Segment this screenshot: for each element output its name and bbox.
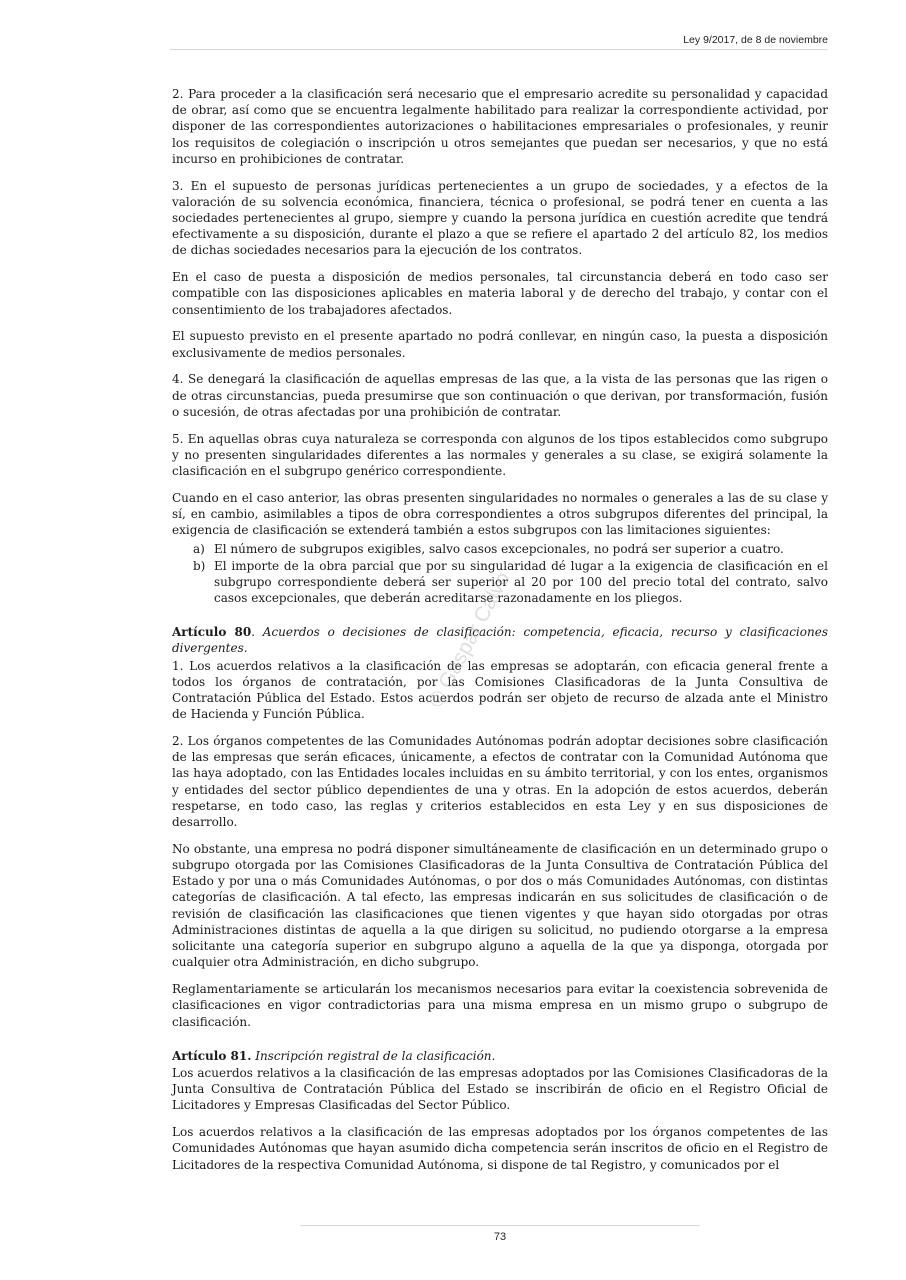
paragraph: Los acuerdos relativos a la clasificación de las empresas adoptados por las Comisiones Clasificadoras de la Junta Consultiva de Contratación Pública del Estado se inscribirán de oficio en el Registro Oficial de Licitadores y Empresas Clasificadas del Sector Público. [172, 1065, 828, 1113]
paragraph: 4. Se denegará la clasificación de aquellas empresas de las que, a la vista de las personas que las rigen o de otras circunstancias, pueda presumirse que son continuación o que derivan, por transformación, fusión o sucesión, de otras afectadas por una prohibición de contratar. [172, 372, 828, 419]
article-80-title: . Acuerdos o decisiones de clasificación: competencia, eficacia, recurso y clasificaciones divergentes. [172, 625, 828, 656]
paragraph: Los acuerdos relativos a la clasificación de las empresas adoptados por los órganos competentes de las Comunidades Autónomas que hayan asumido dicha competencia serán inscritos de oficio en el Registro de Licitadores de la respectiva Comunidad Autónoma, si dispone de tal Registro, y comunicados por el [172, 1125, 828, 1172]
paragraph: 2. Los órganos competentes de las Comunidades Autónomas podrán adoptar decisiones sobre clasificación de las empresas que serán eficaces, únicamente, a efectos de contratar con la Comunidad Autónoma que las haya adoptado, con las Entidades locales incluidas en su ámbito territorial, y con los entes, organismos y entidades del sector público dependientes de una y otras. En la adopción de estos acuerdos, deberán respetarse, en todo caso, las reglas y criterios establecidos en esta Ley y en sus disposiciones de desarrollo. [172, 734, 828, 830]
limitations-list [172, 541, 828, 606]
page-number: 73 [493, 1231, 507, 1243]
footer-divider [300, 1225, 700, 1226]
paragraph: Cuando en el caso anterior, las obras presenten singularidades no normales o generales a las de su clase y sí, en cambio, asimilables a tipos de obra correspondientes a otros subgrupos diferentes del principal, la exigencia de clasificación se extenderá también a estos subgrupos con las limitaciones siguientes: [172, 490, 828, 538]
list-item-text: El importe de la obra parcial que por su singularidad dé lugar a la exigencia de clasificación en el subgrupo correspondiente deberá ser superior al 20 por 100 del precio total del contrato, salvo casos excepcionales, que deberán acreditarse razonadamente en los pliegos. [214, 558, 828, 606]
document-body [172, 86, 828, 1183]
paragraph: 3. En el supuesto de personas jurídicas pertenecientes a un grupo de sociedades, y a efectos de la valoración de su solvencia económica, financiera, técnica o profesional, se podrá tener en cuenta a las sociedades pertenecientes al grupo, siempre y cuando la persona jurídica en cuestión acredite que tendrá efectivamente a su disposición, durante el plazo a que se refiere el apartado 2 del artículo 82, los medios de dichas sociedades necesarios para la ejecución de los contratos. [172, 178, 828, 258]
article-80-label: Artículo 80 [172, 625, 252, 640]
paragraph: El supuesto previsto en el presente apartado no podrá conllevar, en ningún caso, la puesta a disposición exclusivamente de medios personales. [172, 329, 828, 360]
list-item [193, 541, 828, 557]
paragraph: 1. Los acuerdos relativos a la clasificación de las empresas se adoptarán, con eficacia general frente a todos los órganos de contratación, por las Comisiones Clasificadoras de la Junta Consultiva de Contratación Pública del Estado. Estos acuerdos podrán ser objeto de recurso de alzada ante el Ministro de Hacienda y Función Pública. [172, 658, 828, 722]
paragraph: En el caso de puesta a disposición de medios personales, tal circunstancia deberá en todo caso ser compatible con las disposiciones aplicables en materia laboral y de derecho del trabajo, y contar con el consentimiento de los trabajadores afectados. [172, 270, 828, 317]
list-item [193, 558, 828, 607]
header-divider [170, 49, 828, 50]
list-marker: b) [193, 558, 206, 573]
paragraph: 5. En aquellas obras cuya naturaleza se corresponda con algunos de los tipos establecidos como subgrupo y no presenten singularidades diferentes a las normales y generales a su clase, se exigirá solamente la clasificación en el subgrupo genérico correspondiente. [172, 431, 828, 479]
list-marker: a) [193, 542, 205, 557]
paragraph: No obstante, una empresa no podrá disponer simultáneamente de clasificación en un determinado grupo o subgrupo otorgada por las Comisiones Clasificadoras de la Junta Consultiva de Contratación Pública del Estado y por una o más Comunidades Autónomas, o por dos o más Comunidades Autónomas, con distintas categorías de clasificación. A tal efecto, las empresas indicarán en sus solicitudes de clasificación o de revisión de clasificación las clasificaciones que tienen vigentes y que hayan sido otorgadas por otras Administraciones distintas de aquella a la que dirigen su solicitud, no pudiendo otorgarse a la empresa solicitante una categoría superior en subgrupo alguno a aquella de la que ya disponga, otorgada por cualquier otra Administración, en dicho subgrupo. [172, 841, 828, 970]
article-80-heading [172, 624, 828, 656]
article-81-heading [172, 1048, 828, 1064]
watermark: © Gaspar Calvo [424, 568, 515, 712]
paragraph: 2. Para proceder a la clasificación será necesario que el empresario acredite su personalidad y capacidad de obrar, así como que se encuentra legalmente habilitado para realizar la correspondiente actividad, por disponer de las correspondientes autorizaciones o habilitaciones empresariales o profesionales, y reunir los requisitos de colegiación o inscripción u otros semejantes que puedan ser necesarios, y que no está incurso en prohibiciones de contratar. [172, 87, 828, 166]
article-81-label: Artículo 81. [172, 1048, 252, 1063]
running-header: Ley 9/2017, de 8 de noviembre [683, 34, 828, 46]
paragraph: Reglamentariamente se articularán los mecanismos necesarios para evitar la coexistencia sobrevenida de clasificaciones en vigor contradictorias para una misma empresa en un mismo grupo o subgrupo de clasificación. [172, 982, 828, 1029]
article-81-title: Inscripción registral de la clasificación. [251, 1048, 496, 1063]
list-item-text: El número de subgrupos exigibles, salvo casos excepcionales, no podrá ser superior a cuatro. [214, 542, 784, 557]
